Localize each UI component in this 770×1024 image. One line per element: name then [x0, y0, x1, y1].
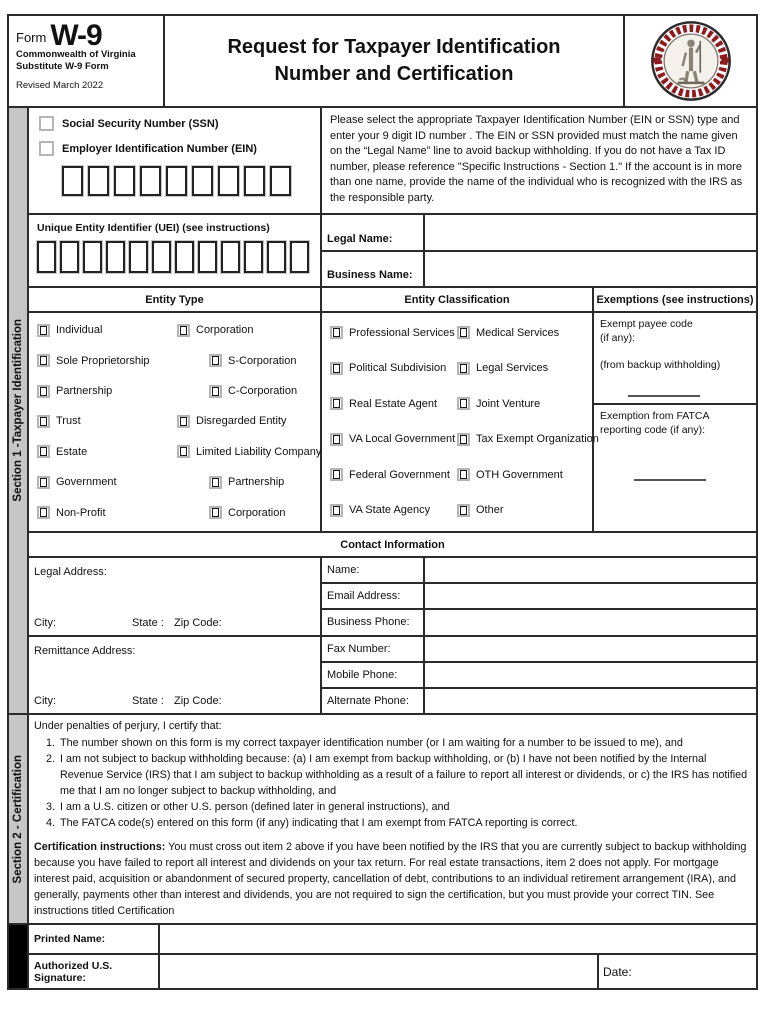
- checkbox-label-oth-government: OTH Government: [476, 468, 563, 481]
- checkbox-label-professional-services: Professional Services: [349, 326, 455, 339]
- org-line-2: Substitute W-9 Form: [16, 60, 109, 72]
- checkbox-item-joint-venture: [457, 397, 540, 410]
- checkbox-item-trust: [37, 415, 177, 428]
- tin-digit-boxes: [39, 166, 314, 196]
- checkbox-legal-services[interactable]: [457, 362, 470, 375]
- contact-field-business-phone[interactable]: [425, 610, 756, 634]
- contact-field-alternate-phone[interactable]: [425, 689, 756, 713]
- address-column: [29, 558, 322, 713]
- checkbox-inner-mark: [333, 506, 340, 515]
- checkbox-joint-venture[interactable]: [457, 397, 470, 410]
- checkbox-inner-mark: [212, 356, 219, 365]
- section2-sidebar-label: Section 2 - Certification: [12, 754, 24, 884]
- checkbox-label-corporation: Corporation: [228, 506, 286, 519]
- form-title-line-1: Request for Taxpayer Identification: [227, 36, 561, 58]
- checkbox-item-corporation: [177, 324, 253, 337]
- tin-digit-box[interactable]: [270, 166, 291, 196]
- checkbox-inner-mark: [333, 399, 340, 408]
- fatca-label: Exemption from FATCA reporting code (if any):: [600, 410, 709, 437]
- contact-row-business-phone: [322, 610, 756, 636]
- checkbox-inner-mark: [40, 417, 47, 426]
- contact-field-email-address[interactable]: [425, 584, 756, 608]
- checkbox-label-medical-services: Medical Services: [476, 326, 560, 339]
- signature-row: [29, 955, 756, 988]
- certification-instructions: [34, 840, 748, 920]
- uei-box[interactable]: [244, 241, 263, 273]
- uei-box[interactable]: [290, 241, 309, 273]
- form-header: [9, 16, 756, 108]
- legal-address-block[interactable]: [29, 558, 320, 637]
- uei-box[interactable]: [198, 241, 217, 273]
- checkbox-partnership[interactable]: [37, 385, 50, 398]
- checkbox-inner-mark: [212, 508, 219, 517]
- tin-digit-box[interactable]: [218, 166, 239, 196]
- fatca-block: [594, 405, 756, 531]
- checkbox-inner-mark: [333, 470, 340, 479]
- exempt-payee-code-field[interactable]: [628, 395, 700, 397]
- contact-row-mobile-phone: [322, 663, 756, 689]
- checkbox-disregarded-entity[interactable]: [177, 415, 190, 428]
- contact-row-name: [322, 558, 756, 584]
- checkbox-s-corporation[interactable]: [209, 354, 222, 367]
- checkbox-inner-mark: [460, 328, 467, 337]
- checkbox-item-professional-services: [330, 326, 457, 339]
- checkbox-label-other: Other: [476, 504, 504, 517]
- entity-type-column: [29, 288, 322, 531]
- checkbox-item-other: [457, 504, 504, 517]
- checkbox-inner-mark: [180, 326, 187, 335]
- form-title-line-2: Number and Certification: [274, 63, 514, 85]
- checkbox-item-oth-government: [457, 468, 563, 481]
- checkbox-inner-mark: [212, 387, 219, 396]
- org-line-1: Commonwealth of Virginia: [16, 49, 136, 60]
- checkbox-item-disregarded-entity: [177, 415, 287, 428]
- exemptions-header: Exemptions (see instructions): [594, 288, 756, 313]
- tin-instructions-text: Please select the appropriate Taxpayer Identification Number (EIN or SSN) type and enter your 9 digit ID number . The EIN or SSN provided must match the name given on the “Legal Name” line to avoid backup withholding. If you do not have a Tax ID number, please reference "Specific Instructions - Section 1." If the account is in more than one name, provide the name of the individual who is recognized with the IRS as the responsible party.: [330, 114, 743, 205]
- checkbox-inner-mark: [460, 506, 467, 515]
- entity-type-row: [29, 437, 320, 467]
- checkbox-label-real-estate-agent: Real Estate Agent: [349, 397, 438, 410]
- virginia-state-seal-icon: [649, 19, 733, 103]
- checkbox-partnership[interactable]: [209, 476, 222, 489]
- uei-box[interactable]: [129, 241, 148, 273]
- entity-type-row: [29, 498, 320, 528]
- tin-digit-box[interactable]: [114, 166, 135, 196]
- checkbox-item-political-subdivision: [330, 362, 457, 375]
- checkbox-inner-mark: [333, 435, 340, 444]
- checkbox-label-trust: Trust: [56, 415, 81, 428]
- checkbox-inner-mark: [460, 435, 467, 444]
- checkbox-item-non-profit: [37, 506, 177, 519]
- entity-classification-options: [322, 313, 599, 531]
- tin-digit-box[interactable]: [88, 166, 109, 196]
- entity-classification-column: [322, 288, 599, 531]
- checkbox-inner-mark: [40, 508, 47, 517]
- form-container: [7, 14, 758, 990]
- form-brand-block: [9, 16, 165, 106]
- checkbox-label-disregarded-entity: Disregarded Entity: [196, 415, 287, 428]
- checkbox-inner-mark: [212, 478, 219, 487]
- legal-name-field[interactable]: [425, 215, 756, 250]
- contact-field-fax-number[interactable]: [425, 637, 756, 661]
- checkbox-va-local-government[interactable]: [330, 433, 343, 446]
- ssn-label: Social Security Number (SSN): [62, 117, 219, 130]
- checkbox-label-political-subdivision: Political Subdivision: [349, 362, 447, 375]
- uei-box[interactable]: [152, 241, 171, 273]
- names-column: [322, 215, 756, 286]
- legal-city-label: City:: [34, 616, 56, 629]
- legal-state-label: State :: [132, 616, 164, 629]
- form-word: Form: [16, 30, 47, 45]
- certification-list: [34, 736, 748, 832]
- checkbox-medical-services[interactable]: [457, 326, 470, 339]
- business-name-label: Business Name:: [322, 252, 425, 287]
- ein-label: Employer Identification Number (EIN): [62, 142, 257, 155]
- entity-classification-row: [322, 315, 592, 351]
- uei-box[interactable]: [83, 241, 102, 273]
- exempt-payee-block: [594, 313, 756, 405]
- form-number: W-9: [50, 19, 102, 52]
- checkbox-item-real-estate-agent: [330, 397, 457, 410]
- ssn-checkbox[interactable]: [39, 116, 54, 131]
- exempt-payee-line3: (from backup withholding): [600, 359, 721, 372]
- uei-box[interactable]: [267, 241, 286, 273]
- certification-instructions-lead: Certification instructions:: [34, 840, 166, 853]
- uei-label: Unique Entity Identifier (UEI) (see instructions): [37, 222, 270, 234]
- uei-box[interactable]: [106, 241, 125, 273]
- phone-column: [322, 558, 756, 713]
- checkbox-item-limited-liability-company: [177, 445, 321, 458]
- checkbox-estate[interactable]: [37, 445, 50, 458]
- checkbox-other[interactable]: [457, 504, 470, 517]
- checkbox-item-va-local-government: [330, 433, 457, 446]
- contact-field-mobile-phone[interactable]: [425, 663, 756, 687]
- certify-item-3: 3. I am a U.S. citizen or other U.S. person (defined later in general instructions), and: [58, 800, 748, 816]
- checkbox-political-subdivision[interactable]: [330, 362, 343, 375]
- checkbox-inner-mark: [180, 447, 187, 456]
- business-name-field[interactable]: [425, 252, 756, 287]
- uei-boxes: [37, 241, 316, 273]
- checkbox-professional-services[interactable]: [330, 326, 343, 339]
- entity-type-row: [29, 467, 320, 497]
- checkbox-inner-mark: [180, 417, 187, 426]
- contact-label-business-phone: Business Phone:: [322, 610, 425, 634]
- certify-item-1: 1. The number shown on this form is my correct taxpayer identification number (or I am waiting for a number to be issued to me), and: [58, 736, 748, 752]
- date-label: Date:: [603, 964, 632, 979]
- checkbox-inner-mark: [460, 470, 467, 479]
- contact-row-email-address: [322, 584, 756, 610]
- contact-label-mobile-phone: Mobile Phone:: [322, 663, 425, 687]
- checkbox-label-tax-exempt-organization: Tax Exempt Organization: [476, 433, 599, 446]
- checkbox-label-sole-proprietorship: Sole Proprietorship: [56, 354, 150, 367]
- checkbox-label-federal-government: Federal Government: [349, 468, 450, 481]
- checkbox-item-s-corporation: [209, 354, 296, 367]
- certify-item-2: 2. I am not subject to backup withholding because: (a) I am exempt from backup withholding, or (b) I have not been notified by the Internal Revenue Service (IRS) that I am subject to backup withholding as a result of a failure to report all interest or dividends, or c) the IRS has notified me that I am no longer subject to backup withholding, and: [58, 752, 748, 800]
- checkbox-oth-government[interactable]: [457, 468, 470, 481]
- tin-digit-box[interactable]: [140, 166, 161, 196]
- contact-row: [29, 558, 756, 715]
- sidebar-black-block: [9, 925, 27, 988]
- checkbox-item-estate: [37, 445, 177, 458]
- section2-sidebar-tab: [9, 715, 27, 925]
- uei-box[interactable]: [37, 241, 56, 273]
- remittance-state-label: State :: [132, 695, 164, 707]
- authorized-signature-field[interactable]: [160, 955, 597, 988]
- entity-classification-row: [322, 422, 599, 458]
- checkbox-label-c-corporation: C-Corporation: [228, 385, 298, 398]
- printed-name-label: Printed Name:: [29, 925, 160, 953]
- entity-classification-row: [322, 351, 592, 387]
- tin-digit-box[interactable]: [192, 166, 213, 196]
- perjury-intro: Under penalties of perjury, I certify that:: [34, 720, 222, 732]
- tin-select-cell: [29, 108, 322, 213]
- contact-label-email-address: Email Address:: [322, 584, 425, 608]
- checkbox-item-c-corporation: [209, 385, 297, 398]
- entity-classification-row: [322, 386, 592, 422]
- checkbox-corporation[interactable]: [209, 506, 222, 519]
- legal-name-label: Legal Name:: [322, 215, 425, 250]
- checkbox-item-legal-services: [457, 362, 548, 375]
- checkbox-real-estate-agent[interactable]: [330, 397, 343, 410]
- checkbox-inner-mark: [40, 478, 47, 487]
- tin-digit-box[interactable]: [166, 166, 187, 196]
- uei-names-row: [29, 215, 756, 288]
- checkbox-label-s-corporation: S-Corporation: [228, 354, 297, 367]
- tin-digit-box[interactable]: [244, 166, 265, 196]
- entity-type-row: [29, 315, 320, 345]
- checkbox-limited-liability-company[interactable]: [177, 445, 190, 458]
- checkbox-inner-mark: [40, 356, 47, 365]
- checkbox-label-estate: Estate: [56, 445, 88, 458]
- entity-classification-header: Entity Classification: [322, 288, 592, 313]
- entity-type-row: [29, 345, 320, 375]
- checkbox-individual[interactable]: [37, 324, 50, 337]
- legal-name-row: [322, 215, 756, 252]
- checkbox-corporation[interactable]: [177, 324, 190, 337]
- uei-cell: [29, 215, 322, 286]
- certification-section: [29, 715, 756, 925]
- entity-type-header: Entity Type: [29, 288, 320, 313]
- checkbox-federal-government[interactable]: [330, 468, 343, 481]
- entity-type-row: [29, 376, 320, 406]
- checkbox-label-legal-services: Legal Services: [476, 362, 549, 375]
- checkbox-va-state-agency[interactable]: [330, 504, 343, 517]
- entity-classification-row: [322, 457, 592, 493]
- legal-address-label: Legal Address:: [34, 566, 107, 578]
- entity-type-options: [29, 313, 320, 531]
- authorized-signature-label: Authorized U.S. Signature:: [29, 955, 160, 988]
- form-title-cell: [165, 16, 625, 106]
- remittance-city-label: City:: [34, 695, 56, 707]
- checkbox-inner-mark: [40, 326, 47, 335]
- checkbox-inner-mark: [333, 364, 340, 373]
- uei-box[interactable]: [60, 241, 79, 273]
- checkbox-label-government: Government: [56, 476, 117, 489]
- checkbox-item-individual: [37, 324, 177, 337]
- certification-instructions-text: You must cross out item 2 above if you have been notified by the IRS that you are currently subject to backup withholding because you have failed to report all interest and dividends on your tax return. For real estate transactions, item 2 does not apply. For mortgage interest paid, acquisition or abandonment of secured property, cancellation of debt, contributions to an individual retirement arrangement (IRA), and generally, payments other than interest and dividends, you are not required to sign the certification, but you must provide your correct TIN. See instructions titled Certification: [34, 840, 747, 917]
- checkbox-item-medical-services: [457, 326, 559, 339]
- remittance-zip-label: Zip Code:: [174, 695, 222, 707]
- checkbox-inner-mark: [40, 447, 47, 456]
- ein-checkbox[interactable]: [39, 141, 54, 156]
- contact-row-fax-number: [322, 637, 756, 663]
- section-sidebar: [9, 108, 29, 988]
- checkbox-item-partnership: [37, 385, 177, 398]
- entity-row: [29, 288, 756, 533]
- checkbox-c-corporation[interactable]: [209, 385, 222, 398]
- remittance-address-block[interactable]: [29, 637, 320, 714]
- date-cell: [597, 955, 756, 988]
- checkbox-label-partnership: Partnership: [56, 385, 113, 398]
- entity-classification-row: [322, 493, 592, 529]
- contact-information-header: Contact Information: [29, 533, 756, 558]
- checkbox-sole-proprietorship[interactable]: [37, 354, 50, 367]
- checkbox-label-non-profit: Non-Profit: [56, 506, 106, 519]
- checkbox-item-government: [37, 476, 177, 489]
- checkbox-label-partnership: Partnership: [228, 476, 285, 489]
- contact-label-name: Name:: [322, 558, 425, 582]
- business-name-row: [322, 252, 756, 287]
- printed-name-field[interactable]: [160, 925, 756, 953]
- seal-cell: [625, 16, 756, 106]
- checkbox-item-va-state-agency: [330, 504, 457, 517]
- checkbox-inner-mark: [40, 387, 47, 396]
- contact-label-fax-number: Fax Number:: [322, 637, 425, 661]
- certify-item-4: 4. The FATCA code(s) entered on this form (if any) indicating that I am exempt from FATCA reporting is correct.: [58, 816, 748, 832]
- contact-row-alternate-phone: [322, 689, 756, 713]
- checkbox-government[interactable]: [37, 476, 50, 489]
- checkbox-label-corporation: Corporation: [196, 324, 254, 337]
- checkbox-inner-mark: [333, 328, 340, 337]
- contact-field-name[interactable]: [425, 558, 756, 582]
- checkbox-label-limited-liability-company: Limited Liability Company: [196, 445, 322, 458]
- checkbox-item-partnership: [209, 476, 284, 489]
- fatca-code-field[interactable]: [634, 479, 706, 481]
- checkbox-inner-mark: [460, 399, 467, 408]
- tin-digit-box[interactable]: [62, 166, 83, 196]
- uei-box[interactable]: [175, 241, 194, 273]
- checkbox-item-tax-exempt-organization: [457, 433, 599, 446]
- uei-box[interactable]: [221, 241, 240, 273]
- section1-sidebar-label: Section 1 -Taxpayer Identification: [12, 319, 24, 502]
- checkbox-label-va-state-agency: VA State Agency: [349, 504, 431, 517]
- checkbox-tax-exempt-organization[interactable]: [457, 433, 470, 446]
- checkbox-inner-mark: [460, 364, 467, 373]
- checkbox-label-individual: Individual: [56, 324, 103, 337]
- entity-type-row: [29, 406, 320, 436]
- revision-date: Revised March 2022: [16, 79, 104, 91]
- checkbox-label-va-local-government: VA Local Government: [349, 433, 456, 446]
- section1-sidebar-tab: [9, 108, 27, 715]
- checkbox-trust[interactable]: [37, 415, 50, 428]
- printed-name-row: [29, 925, 756, 955]
- checkbox-label-joint-venture: Joint Venture: [476, 397, 541, 410]
- checkbox-item-sole-proprietorship: [37, 354, 177, 367]
- exemptions-column: [594, 288, 756, 531]
- remittance-address-label: Remittance Address:: [34, 644, 136, 657]
- checkbox-non-profit[interactable]: [37, 506, 50, 519]
- checkbox-item-corporation: [209, 506, 285, 519]
- checkbox-item-federal-government: [330, 468, 457, 481]
- contact-label-alternate-phone: Alternate Phone:: [322, 689, 425, 713]
- exempt-payee-line1: Exempt payee code: [600, 318, 693, 330]
- legal-zip-label: Zip Code:: [174, 616, 222, 629]
- tin-row: [29, 108, 756, 215]
- exempt-payee-line2: (if any):: [600, 332, 636, 345]
